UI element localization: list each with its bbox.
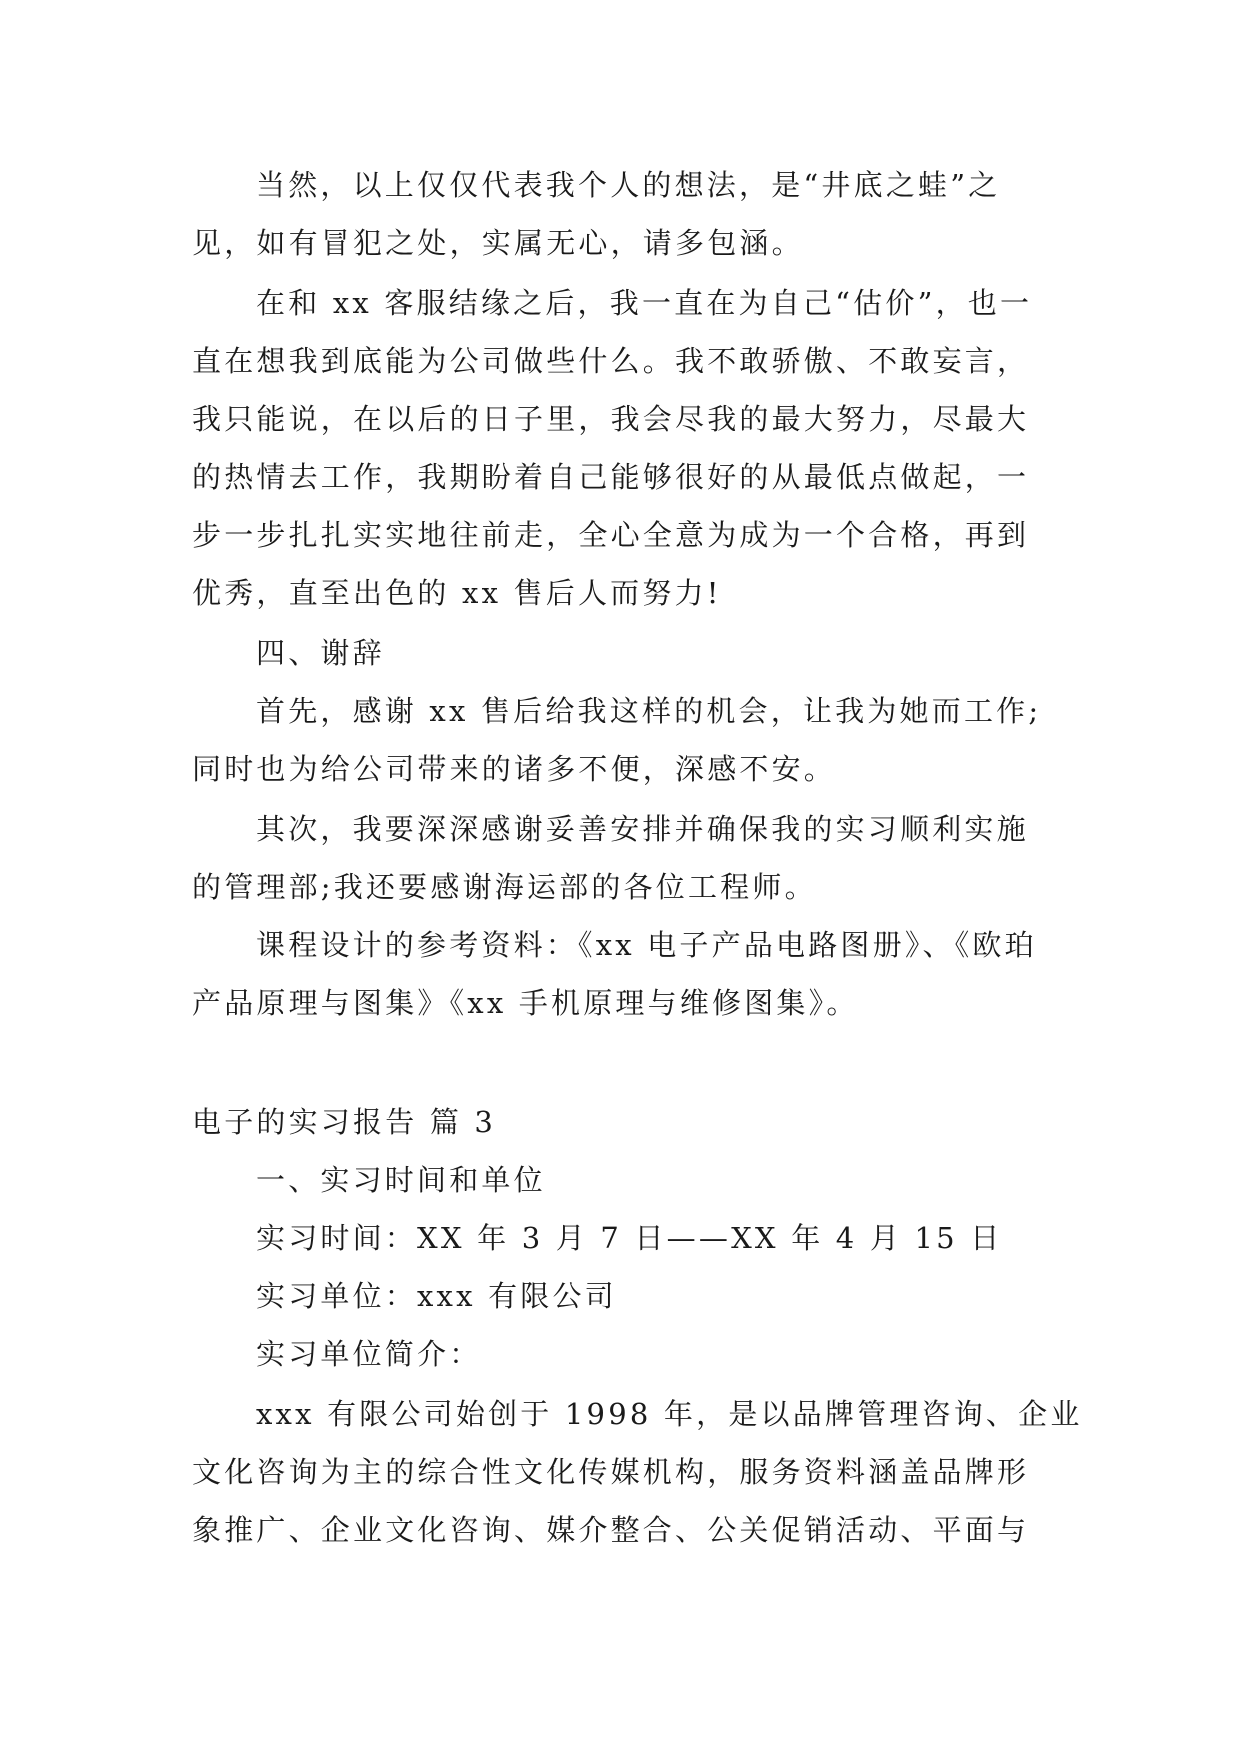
paragraph-line: 实习时间：XX 年 3 月 7 日——XX 年 4 月 15 日 xyxy=(256,1221,1003,1255)
paragraph-line: 在和 xx 客服结缘之后，我一直在为自己“估价”，也一 xyxy=(256,286,1033,320)
paragraph-line: 我只能说，在以后的日子里，我会尽我的最大努力，尽最大 xyxy=(192,402,1030,436)
paragraph-line: 产品原理与图集》《xx 手机原理与维修图集》。 xyxy=(192,986,859,1020)
paragraph-line: 其次，我要深深感谢妥善安排并确保我的实习顺利实施 xyxy=(256,812,1029,846)
paragraph-line: 课程设计的参考资料：《xx 电子产品电路图册》、《欧珀 xyxy=(256,928,1037,962)
paragraph-line: 文化咨询为主的综合性文化传媒机构，服务资料涵盖品牌形 xyxy=(192,1455,1030,1489)
paragraph-line: 实习单位简介： xyxy=(256,1337,482,1371)
paragraph-line: 当然，以上仅仅代表我个人的想法，是“井底之蛙”之 xyxy=(256,168,1001,202)
paragraph-line: 象推广、企业文化咨询、媒介整合、公关促销活动、平面与 xyxy=(192,1513,1030,1547)
paragraph-line: 的热情去工作，我期盼着自己能够很好的从最低点做起，一 xyxy=(192,460,1030,494)
paragraph-line: 实习单位：xxx 有限公司 xyxy=(256,1279,617,1313)
paragraph-line: 首先，感谢 xx 售后给我这样的机会，让我为她而工作; xyxy=(256,694,1042,728)
paragraph-line: xxx 有限公司始创于 1998 年，是以品牌管理咨询、企业 xyxy=(256,1397,1083,1431)
section-heading: 四、谢辞 xyxy=(256,636,385,670)
section-heading: 一、实习时间和单位 xyxy=(256,1163,546,1197)
paragraph-line: 同时也为给公司带来的诸多不便，深感不安。 xyxy=(192,752,837,786)
paragraph-line: 优秀，直至出色的 xx 售后人而努力! xyxy=(192,576,722,610)
report-title: 电子的实习报告 篇 3 xyxy=(192,1105,497,1139)
paragraph-line: 步一步扎扎实实地往前走，全心全意为成为一个合格，再到 xyxy=(192,518,1030,552)
paragraph-line: 直在想我到底能为公司做些什么。我不敢骄傲、不敢妄言， xyxy=(192,344,1030,378)
paragraph-line: 的管理部;我还要感谢海运部的各位工程师。 xyxy=(192,870,817,904)
paragraph-line: 见，如有冒犯之处，实属无心，请多包涵。 xyxy=(192,226,804,260)
